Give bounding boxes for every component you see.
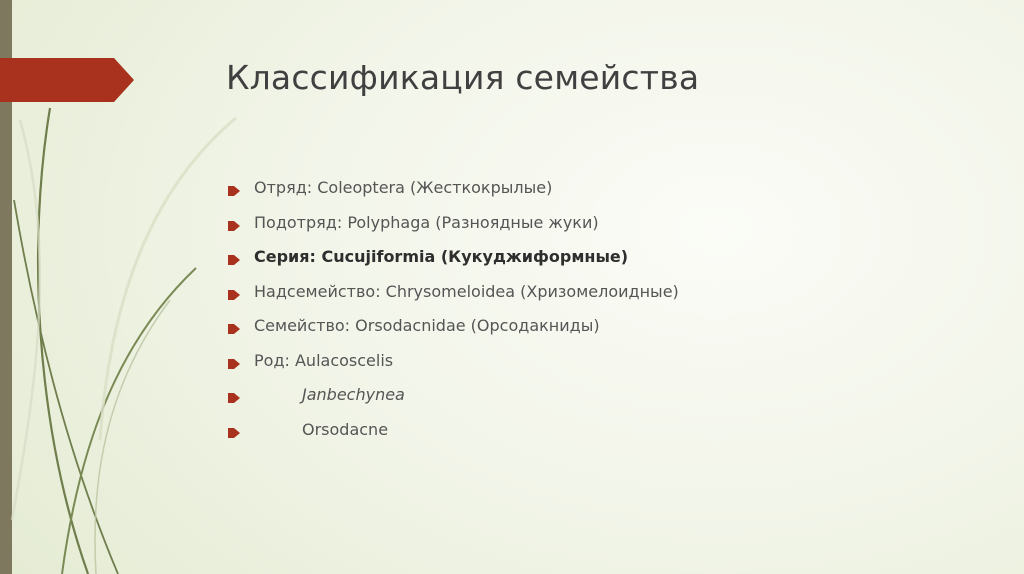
arrow-right-icon xyxy=(228,178,254,200)
bullet-text: Orsodacne xyxy=(302,419,389,439)
bullet-item xyxy=(228,213,679,248)
bullet-item xyxy=(228,351,679,386)
arrow-right-icon xyxy=(228,282,254,304)
bullet-item xyxy=(228,282,679,317)
bullet-list xyxy=(228,178,679,454)
arrow-right-icon xyxy=(228,351,254,373)
title-arrow-banner-icon xyxy=(0,58,135,102)
bullet-item xyxy=(228,247,679,282)
arrow-right-icon xyxy=(228,420,254,442)
arrow-right-icon xyxy=(228,316,254,338)
bullet-text: Надсемейство: Chrysomeloidea (Хризомелоидные) xyxy=(254,281,679,301)
bullet-item xyxy=(228,420,679,455)
slide-title: Классификация семейства xyxy=(226,58,700,97)
bullet-item xyxy=(228,178,679,213)
arrow-right-icon xyxy=(228,385,254,407)
bullet-item xyxy=(228,316,679,351)
bullet-text: Семейство: Orsodacnidae (Орсодакниды) xyxy=(254,316,600,335)
bullet-text: Серия: Cucujiformia (Кукуджиформные) xyxy=(254,247,629,266)
bullet-item xyxy=(228,385,679,420)
arrow-right-icon xyxy=(228,213,254,235)
bullet-text: Janbechynea xyxy=(302,385,405,404)
arrow-right-icon xyxy=(228,247,254,269)
bullet-text: Род: Aulacoscelis xyxy=(254,350,394,370)
bullet-text: Отряд: Coleoptera (Жесткокрылые) xyxy=(254,178,553,197)
bullet-text: Подотряд: Polyphaga (Разноядные жуки) xyxy=(254,212,599,232)
